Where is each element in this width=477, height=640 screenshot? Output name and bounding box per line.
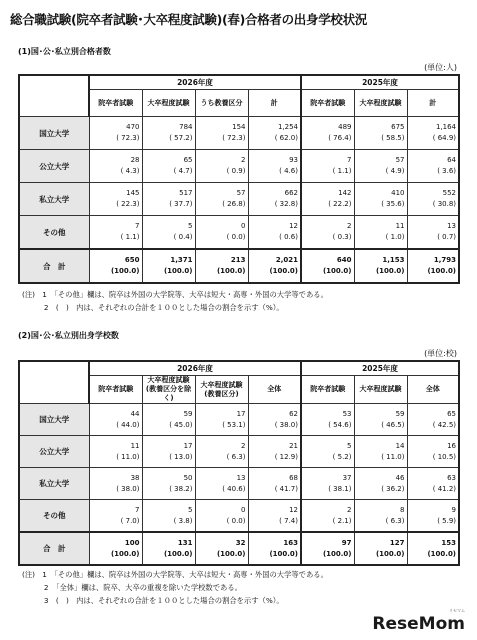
cell-count: 1,254 <box>277 123 298 131</box>
table-cell <box>301 532 354 565</box>
table-cell <box>195 249 248 283</box>
table-cell <box>248 532 301 565</box>
footnote-key: 2 <box>22 303 49 312</box>
cell-count: 13 <box>447 222 457 230</box>
table-cell <box>301 500 354 533</box>
table-cell <box>89 500 142 533</box>
row-header: その他 <box>19 500 89 533</box>
table-cell <box>301 404 354 436</box>
table-schools-by-type <box>18 360 460 566</box>
total-row <box>19 532 459 565</box>
cell-count: 11 <box>395 222 405 230</box>
row-header: 公立大学 <box>19 436 89 468</box>
cell-percent: ( 0.0) <box>226 516 246 525</box>
cell-percent: (100.0) <box>427 549 457 558</box>
cell-percent: ( 30.8) <box>432 200 457 208</box>
cell-count: 650 <box>124 256 140 264</box>
column-header: うち教養区分 <box>195 90 248 117</box>
cell-count: 145 <box>126 189 140 197</box>
cell-count: 13 <box>236 473 246 482</box>
table-cell <box>89 468 142 500</box>
cell-percent: ( 35.6) <box>381 200 405 208</box>
table-cell <box>195 117 248 150</box>
table-cell <box>354 216 407 250</box>
cell-count: 7 <box>135 505 140 514</box>
column-header: 院卒者試験 <box>301 376 354 404</box>
cell-percent: ( 54.6) <box>328 420 352 429</box>
cell-percent: ( 22.2) <box>328 200 352 208</box>
cell-percent: ( 12.9) <box>274 452 298 461</box>
table-cell <box>195 404 248 436</box>
table-cell <box>407 404 459 436</box>
table-cell <box>195 150 248 183</box>
cell-count: 21 <box>289 441 298 450</box>
cell-count: 16 <box>447 441 457 450</box>
cell-percent: ( 0.7) <box>437 233 457 241</box>
table-cell <box>248 249 301 283</box>
footnote-key: (注) 1 <box>22 290 47 299</box>
table-passers-by-school-type <box>18 74 460 284</box>
cell-count: 0 <box>241 505 246 514</box>
table-cell <box>301 150 354 183</box>
row-header: 公立大学 <box>19 150 89 183</box>
corner-cell <box>19 361 89 404</box>
year-header: 2025年度 <box>301 75 459 90</box>
cell-count: 552 <box>442 189 457 197</box>
column-header: 大卒程度試験 <box>354 90 407 117</box>
footnote-key: 2 <box>22 583 49 592</box>
footnote-key: 3 <box>22 596 49 605</box>
table-cell <box>248 436 301 468</box>
cell-count: 0 <box>241 222 246 230</box>
cell-count: 9 <box>451 505 457 514</box>
cell-percent: ( 38.0) <box>116 484 140 493</box>
cell-percent: (100.0) <box>163 549 193 558</box>
cell-percent: (100.0) <box>110 549 140 558</box>
cell-count: 100 <box>124 538 140 547</box>
cell-count: 127 <box>389 538 405 547</box>
row-header: 私立大学 <box>19 183 89 216</box>
cell-percent: (100.0) <box>216 549 246 558</box>
table-cell <box>195 468 248 500</box>
cell-percent: (100.0) <box>322 267 352 275</box>
cell-count: 12 <box>289 505 298 514</box>
cell-percent: ( 46.5) <box>381 420 405 429</box>
cell-percent: (100.0) <box>375 267 405 275</box>
cell-count: 12 <box>289 222 298 230</box>
cell-count: 17 <box>183 441 193 450</box>
row-header: その他 <box>19 216 89 250</box>
cell-percent: ( 3.6) <box>437 167 457 175</box>
cell-count: 142 <box>338 189 352 197</box>
table-cell <box>407 532 459 565</box>
table-cell <box>354 150 407 183</box>
cell-percent: ( 37.7) <box>169 200 193 208</box>
table-row <box>19 404 459 436</box>
footnote-text: 「その他」欄は、院卒は外国の大学院等、大卒は短大・高専・外国の大学等である。 <box>54 290 328 299</box>
table-cell <box>89 216 142 250</box>
table-cell <box>354 249 407 283</box>
table-cell <box>142 183 195 216</box>
cell-count: 163 <box>283 538 298 547</box>
cell-count: 97 <box>341 538 352 547</box>
cell-percent: ( 5.9) <box>437 516 457 525</box>
table-cell <box>407 468 459 500</box>
cell-count: 65 <box>447 409 457 418</box>
cell-count: 11 <box>130 441 140 450</box>
column-header: 院卒者試験 <box>89 376 142 404</box>
cell-percent: ( 11.0) <box>116 452 140 461</box>
table-cell <box>301 436 354 468</box>
table-cell <box>142 404 195 436</box>
cell-percent: ( 3.8) <box>173 516 193 525</box>
year-header: 2025年度 <box>301 361 459 376</box>
cell-count: 2 <box>241 441 246 450</box>
cell-count: 57 <box>395 156 405 164</box>
cell-percent: ( 45.0) <box>169 420 193 429</box>
cell-percent: ( 72.3) <box>116 134 140 142</box>
table-row <box>19 468 459 500</box>
table-cell <box>248 404 301 436</box>
cell-count: 63 <box>447 473 457 482</box>
table-cell <box>89 436 142 468</box>
cell-percent: ( 1.0) <box>385 233 405 241</box>
cell-count: 517 <box>179 189 193 197</box>
section1-notes <box>0 288 328 314</box>
cell-percent: ( 4.9) <box>385 167 405 175</box>
table-cell <box>407 500 459 533</box>
table-cell <box>407 216 459 250</box>
cell-percent: (100.0) <box>269 549 298 558</box>
cell-count: 1,793 <box>433 256 457 264</box>
cell-percent: ( 53.1) <box>222 420 246 429</box>
cell-count: 1,371 <box>170 256 193 264</box>
cell-count: 489 <box>338 123 352 131</box>
cell-percent: ( 7.4) <box>279 516 298 525</box>
table-cell <box>142 216 195 250</box>
section2-notes <box>0 568 328 607</box>
table-cell <box>301 183 354 216</box>
cell-count: 64 <box>447 156 457 164</box>
column-header: 院卒者試験 <box>89 90 142 117</box>
cell-count: 50 <box>183 473 193 482</box>
cell-count: 2 <box>347 222 352 230</box>
cell-percent: ( 4.7) <box>173 167 193 175</box>
cell-count: 38 <box>130 473 140 482</box>
cell-percent: (100.0) <box>216 267 246 275</box>
table-cell <box>407 150 459 183</box>
cell-count: 8 <box>400 505 405 514</box>
cell-percent: ( 44.0) <box>116 420 140 429</box>
section1-unit: (単位:人) <box>424 63 457 72</box>
cell-count: 640 <box>336 256 352 264</box>
cell-percent: ( 64.9) <box>432 134 457 142</box>
footnote-text: ( ) 内は、それぞれの合計を１００とした場合の割合を示す（%）。 <box>55 303 284 312</box>
cell-count: 62 <box>289 409 298 418</box>
cell-percent: ( 6.3) <box>385 516 405 525</box>
cell-percent: ( 5.2) <box>332 452 352 461</box>
table-cell <box>407 183 459 216</box>
cell-percent: ( 7.0) <box>120 516 140 525</box>
table-cell <box>142 436 195 468</box>
section1-heading: (1)国･公･私立別合格者数 <box>18 47 111 56</box>
cell-percent: ( 1.1) <box>332 167 352 175</box>
column-header: 大卒程度試験 (教養区分を除く) <box>142 376 195 404</box>
cell-count: 213 <box>230 256 246 264</box>
cell-count: 93 <box>289 156 298 164</box>
footnote-text: ( ) 内は、それぞれの合計を１００とした場合の割合を示す（%）。 <box>55 596 284 605</box>
cell-percent: ( 32.8) <box>274 200 298 208</box>
cell-count: 5 <box>188 505 193 514</box>
row-header: 合 計 <box>19 249 89 283</box>
cell-percent: ( 2.1) <box>332 516 352 525</box>
table-cell <box>407 249 459 283</box>
table-cell <box>195 216 248 250</box>
cell-percent: ( 38.1) <box>328 484 352 493</box>
table-cell <box>89 183 142 216</box>
cell-count: 1,153 <box>382 256 405 264</box>
cell-count: 675 <box>391 123 405 131</box>
cell-count: 2 <box>347 505 352 514</box>
cell-count: 32 <box>235 538 246 547</box>
table-cell <box>354 404 407 436</box>
row-header: 国立大学 <box>19 404 89 436</box>
section2-heading: (2)国･公･私立別出身学校数 <box>18 331 119 340</box>
resemom-logo: ReseMom <box>372 614 465 634</box>
table-cell <box>354 436 407 468</box>
cell-count: 470 <box>126 123 140 131</box>
cell-count: 14 <box>395 441 405 450</box>
column-header: 大卒程度試験 <box>354 376 407 404</box>
cell-count: 784 <box>179 123 193 131</box>
table-cell <box>142 117 195 150</box>
cell-percent: ( 22.3) <box>116 200 140 208</box>
column-header: 全体 <box>248 376 301 404</box>
cell-percent: ( 0.6) <box>279 233 298 241</box>
cell-count: 68 <box>289 473 298 482</box>
cell-count: 410 <box>391 189 405 197</box>
table-row <box>19 183 459 216</box>
table-cell <box>354 117 407 150</box>
cell-percent: ( 26.8) <box>222 200 246 208</box>
footnote-key: (注) 1 <box>22 570 47 579</box>
table-cell <box>142 150 195 183</box>
cell-count: 59 <box>183 409 193 418</box>
cell-percent: ( 0.0) <box>226 233 246 241</box>
total-row <box>19 249 459 283</box>
column-header: 計 <box>248 90 301 117</box>
cell-count: 59 <box>395 409 405 418</box>
table-cell <box>89 117 142 150</box>
table-row <box>19 500 459 533</box>
cell-percent: ( 13.0) <box>169 452 193 461</box>
table-cell <box>89 404 142 436</box>
table-cell <box>89 532 142 565</box>
cell-percent: ( 40.6) <box>222 484 246 493</box>
table-row <box>19 150 459 183</box>
table-cell <box>142 249 195 283</box>
column-header: 全体 <box>407 376 459 404</box>
cell-percent: ( 76.4) <box>328 134 352 142</box>
corner-cell <box>19 75 89 117</box>
table-cell <box>195 183 248 216</box>
table-cell <box>301 468 354 500</box>
cell-percent: (100.0) <box>322 549 352 558</box>
cell-percent: ( 38.0) <box>274 420 298 429</box>
footnote-text: 「その他」欄は、院卒は外国の大学院等、大卒は短大・高専・外国の大学等である。 <box>54 570 328 579</box>
table-row <box>19 216 459 250</box>
cell-count: 46 <box>395 473 405 482</box>
cell-count: 37 <box>342 473 352 482</box>
table-cell <box>248 216 301 250</box>
cell-count: 662 <box>284 189 298 197</box>
table-cell <box>248 117 301 150</box>
footnote <box>22 301 328 314</box>
cell-percent: ( 0.9) <box>226 167 246 175</box>
cell-count: 7 <box>135 222 140 230</box>
column-header: 院卒者試験 <box>301 90 354 117</box>
table-row <box>19 117 459 150</box>
cell-percent: ( 10.5) <box>432 452 457 461</box>
cell-percent: (100.0) <box>269 267 298 275</box>
cell-percent: ( 11.0) <box>381 452 405 461</box>
cell-count: 154 <box>232 123 246 131</box>
table-cell <box>301 216 354 250</box>
cell-percent: (100.0) <box>163 267 193 275</box>
cell-percent: ( 6.3) <box>226 452 246 461</box>
logo-subtext: リセマム <box>449 608 465 613</box>
table-cell <box>354 183 407 216</box>
table-cell <box>407 117 459 150</box>
cell-count: 153 <box>441 538 457 547</box>
table-cell <box>301 117 354 150</box>
table-row <box>19 436 459 468</box>
cell-percent: (100.0) <box>110 267 140 275</box>
table-cell <box>248 183 301 216</box>
cell-percent: ( 1.1) <box>120 233 140 241</box>
cell-count: 2 <box>241 156 246 164</box>
footnote-text: 「全体」欄は、院卒、大卒の重複を除いた学校数である。 <box>55 583 242 592</box>
table-cell <box>142 500 195 533</box>
table-cell <box>142 468 195 500</box>
cell-percent: (100.0) <box>427 267 457 275</box>
table-cell <box>354 468 407 500</box>
cell-percent: ( 4.3) <box>120 167 140 175</box>
section2-unit: (単位:校) <box>424 349 457 358</box>
cell-percent: ( 62.0) <box>274 134 298 142</box>
cell-count: 7 <box>347 156 352 164</box>
cell-count: 5 <box>347 441 352 450</box>
cell-count: 57 <box>236 189 246 197</box>
cell-count: 131 <box>177 538 193 547</box>
cell-percent: ( 0.4) <box>173 233 193 241</box>
cell-percent: ( 57.2) <box>169 134 193 142</box>
cell-count: 5 <box>188 222 193 230</box>
cell-count: 1,164 <box>435 123 457 131</box>
table-cell <box>89 150 142 183</box>
column-header: 大卒程度試験 <box>142 90 195 117</box>
cell-percent: ( 36.2) <box>381 484 405 493</box>
table-cell <box>195 500 248 533</box>
cell-count: 65 <box>183 156 193 164</box>
cell-count: 17 <box>236 409 246 418</box>
table-cell <box>142 532 195 565</box>
row-header: 国立大学 <box>19 117 89 150</box>
cell-percent: ( 41.2) <box>432 484 457 493</box>
page-title: 総合職試験(院卒者試験･大卒程度試験)(春)合格者の出身学校状況 <box>10 12 368 27</box>
table-cell <box>248 150 301 183</box>
table-cell <box>195 532 248 565</box>
cell-percent: ( 58.5) <box>381 134 405 142</box>
cell-percent: (100.0) <box>375 549 405 558</box>
column-header: 計 <box>407 90 459 117</box>
row-header: 合 計 <box>19 532 89 565</box>
cell-percent: ( 4.6) <box>279 167 298 175</box>
year-header: 2026年度 <box>89 75 301 90</box>
cell-percent: ( 42.5) <box>432 420 457 429</box>
cell-count: 53 <box>342 409 352 418</box>
year-header: 2026年度 <box>89 361 301 376</box>
table-cell <box>354 500 407 533</box>
row-header: 私立大学 <box>19 468 89 500</box>
cell-percent: ( 41.7) <box>274 484 298 493</box>
footnote <box>22 568 328 581</box>
cell-count: 28 <box>130 156 140 164</box>
cell-count: 2,021 <box>275 256 298 264</box>
table-cell <box>407 436 459 468</box>
cell-count: 44 <box>130 409 140 418</box>
cell-percent: ( 72.3) <box>222 134 246 142</box>
cell-percent: ( 0.3) <box>332 233 352 241</box>
column-header: 大卒程度試験 (教養区分) <box>195 376 248 404</box>
table-cell <box>354 532 407 565</box>
table-cell <box>248 500 301 533</box>
table-cell <box>248 468 301 500</box>
table-cell <box>89 249 142 283</box>
table-cell <box>195 436 248 468</box>
table-cell <box>301 249 354 283</box>
footnote <box>22 288 328 301</box>
cell-percent: ( 38.2) <box>169 484 193 493</box>
footnote <box>22 594 328 607</box>
footnote <box>22 581 328 594</box>
